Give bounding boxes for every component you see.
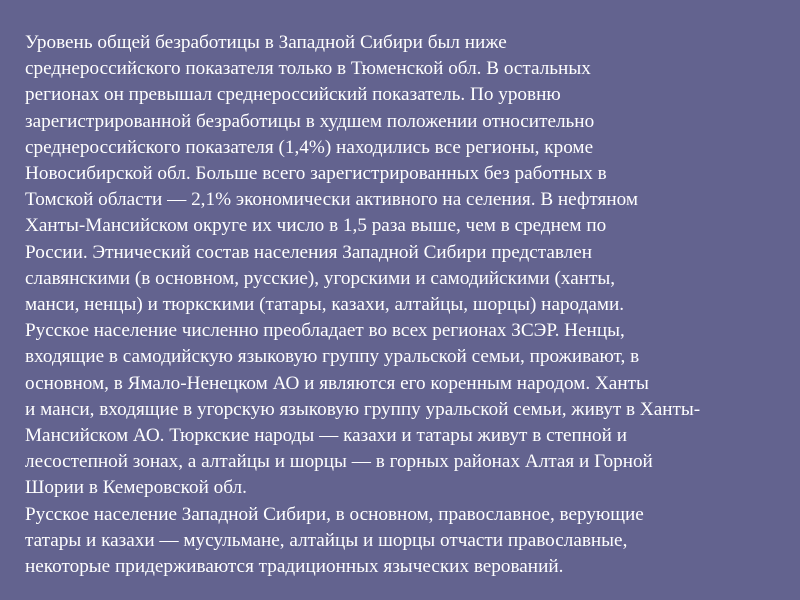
text-line: Ханты-Мансийском округе их число в 1,5 раза выше, чем в среднем по [25,215,607,237]
text-line: входящие в самодийскую языковую группу уральской семьи, проживают, в [25,346,640,368]
slide-body-text [25,30,785,580]
text-line: лесостепной зонах, а алтайцы и шорцы — в горных районах Алтая и Горной [25,451,653,473]
text-line: зарегистрированной безработицы в худшем положении относительно [25,110,595,132]
text-line: Уровень общей безработицы в Западной Сибири был ниже [25,32,507,53]
paragraph-religion [25,502,785,581]
text-line: Мансийском АО. Тюркские народы — казахи и татары живут в степной и [25,425,627,447]
text-line: основном, в Ямало-Ненецком АО и являются его коренным народом. Ханты [25,372,649,394]
text-line: среднероссийского показателя только в Тюменской обл. В остальных [25,58,591,80]
text-line: славянскими (в основном, русские), угорскими и самодийскими (ханты, [25,267,616,289]
text-line: регионах он превышал среднероссийский показатель. По уровню [25,84,561,106]
text-line: некоторые придерживаются традиционных языческих верований. [25,556,564,578]
text-line: манси, ненцы) и тюркскими (татары, казахи, алтайцы, шорцы) народами. [25,294,625,316]
text-line: среднероссийского показателя (1,4%) находились все регионы, кроме [25,136,594,158]
paragraph-economy-ethnicity [25,30,785,502]
text-line: Русское население численно преобладает во всех регионах ЗСЭР. Ненцы, [25,320,625,342]
text-line: Русское население Западной Сибири, в основном, православное, верующие [25,503,644,525]
text-line: и манси, входящие в угорскую языковую группу уральской семьи, живут в Ханты- [25,398,701,420]
text-line: Шории в Кемеровской обл. [25,477,247,499]
text-line: Томской области — 2,1% экономически активного на селения. В нефтяном [25,189,638,211]
text-line: татары и казахи — мусульмане, алтайцы и шорцы отчасти православные, [25,529,628,551]
text-line: Новосибирской обл. Больше всего зарегистрированных без работных в [25,163,607,185]
text-line: России. Этнический состав населения Западной Сибири представлен [25,241,593,263]
